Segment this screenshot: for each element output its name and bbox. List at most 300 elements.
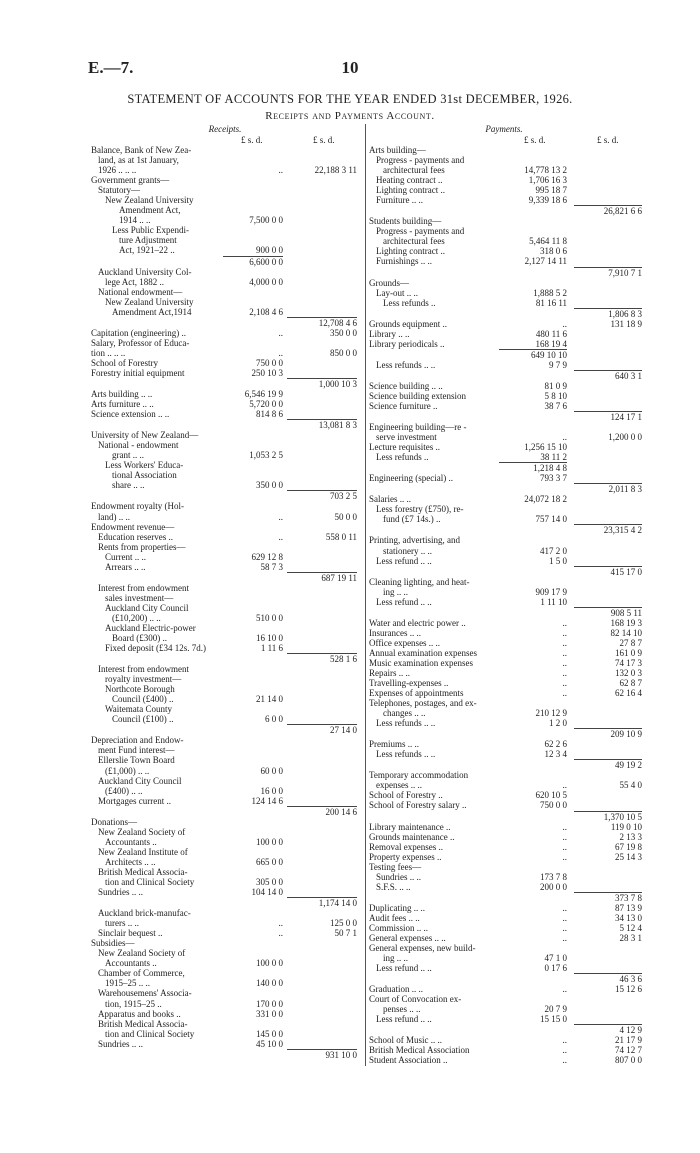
ledger-description: ing .. .. bbox=[383, 586, 409, 597]
ledger-row bbox=[91, 205, 359, 215]
ledger-row bbox=[369, 780, 642, 791]
ledger-row bbox=[91, 704, 359, 714]
subtotal-rule bbox=[91, 1049, 359, 1060]
ledger-row bbox=[369, 1004, 639, 1014]
ledger-row bbox=[91, 297, 359, 307]
ledger-row bbox=[91, 877, 359, 887]
ledger-description: Duplicating .. .. bbox=[369, 902, 425, 913]
ledger-total: 55 4 0 bbox=[619, 780, 642, 791]
ledger-row bbox=[91, 532, 359, 542]
ledger-total: 350 0 0 bbox=[330, 327, 357, 338]
ledger-amount: 5,464 11 8 bbox=[529, 236, 567, 247]
ledger-description: Progress - payments and bbox=[376, 155, 465, 166]
ledger-row bbox=[91, 623, 359, 633]
receipts-currency-header bbox=[91, 135, 359, 145]
ledger-total: 1,200 0 0 bbox=[608, 432, 642, 443]
ledger-amount: 665 0 0 bbox=[256, 856, 283, 867]
ledger-row bbox=[369, 339, 639, 349]
ledger-description: School of Forestry bbox=[91, 357, 158, 368]
ledger-description: Arrears .. .. bbox=[105, 561, 146, 572]
ledger-description: Accountants .. bbox=[105, 958, 157, 969]
ledger-amount: 793 3 7 bbox=[540, 473, 567, 484]
ledger-description: Endowment royalty (Hol- bbox=[91, 501, 184, 512]
ledger-amount: 417 2 0 bbox=[540, 545, 567, 556]
ledger-row bbox=[91, 674, 359, 684]
ledger-description: Forestry initial equipment bbox=[91, 367, 185, 378]
ledger-amount: .. bbox=[562, 984, 567, 995]
ledger-description: School of Music .. .. bbox=[369, 1035, 442, 1046]
ledger-amount: .. bbox=[562, 688, 567, 699]
ledger-description: architectural fees bbox=[383, 165, 445, 176]
ledger-total: 124 17 1 bbox=[610, 412, 642, 423]
ledger-total: 5 12 4 bbox=[619, 922, 642, 933]
ledger-row bbox=[91, 786, 359, 796]
ledger-description: (£1,000) .. .. bbox=[105, 765, 150, 776]
ledger-total: 687 19 11 bbox=[321, 572, 357, 583]
ledger-description: British Medical Associa- bbox=[98, 1018, 188, 1029]
ledger-amount: .. bbox=[562, 432, 567, 443]
ledger-amount: 995 18 7 bbox=[535, 185, 567, 196]
ledger-description: Lay-out .. .. bbox=[376, 287, 418, 298]
subtotal-rule bbox=[91, 419, 359, 430]
ledger-amount: 24,072 18 2 bbox=[524, 494, 567, 505]
ledger-amount: 1,218 4 8 bbox=[533, 463, 567, 474]
ledger-row bbox=[91, 460, 359, 470]
ledger-description: Engineering (special) .. bbox=[369, 473, 453, 484]
ledger-row bbox=[369, 617, 642, 628]
ledger-row bbox=[91, 215, 359, 225]
ledger-total: 373 7 8 bbox=[615, 892, 642, 903]
ledger-row bbox=[91, 1039, 359, 1049]
subtotal-rule bbox=[91, 572, 359, 583]
ledger-description: Endowment revenue— bbox=[91, 521, 175, 532]
ledger-description: Travelling-expenses .. bbox=[369, 678, 449, 689]
ledger-amount: 5 8 10 bbox=[544, 390, 567, 401]
ledger-row bbox=[369, 145, 639, 155]
ledger-row bbox=[369, 329, 639, 339]
ledger-row bbox=[369, 688, 642, 699]
ledger-description: University of New Zealand— bbox=[91, 430, 199, 441]
ledger-amount: .. bbox=[562, 637, 567, 648]
subtotal-rule bbox=[91, 378, 359, 389]
ledger-amount: 6,600 0 0 bbox=[249, 256, 283, 267]
ledger-description: Apparatus and books .. bbox=[98, 1008, 181, 1019]
ledger-description: Temporary accommodation bbox=[369, 770, 469, 781]
ledger-amount: 140 0 0 bbox=[256, 978, 283, 989]
ledger-row bbox=[369, 463, 639, 473]
ledger-total: 22,188 3 11 bbox=[314, 165, 357, 176]
ledger-row bbox=[91, 796, 359, 806]
ledger-amount: 2,127 14 11 bbox=[524, 256, 567, 267]
ledger-amount: 5,720 0 0 bbox=[249, 399, 283, 410]
ledger-row bbox=[91, 847, 359, 857]
ledger-row bbox=[369, 637, 642, 648]
ledger-row bbox=[369, 494, 639, 504]
ledger-amount: 620 10 5 bbox=[535, 790, 567, 801]
ledger-amount: 1 5 0 bbox=[549, 555, 567, 566]
receipts-heading: Receipts. bbox=[208, 124, 242, 134]
ledger-description: Grounds— bbox=[369, 277, 409, 288]
ledger-total: 28 3 1 bbox=[619, 933, 642, 943]
ledger-row bbox=[369, 657, 642, 668]
ledger-row bbox=[369, 185, 639, 195]
ledger-description: Less refund .. .. bbox=[376, 963, 432, 974]
ledger-description: Property expenses .. bbox=[369, 851, 442, 862]
ledger-row bbox=[369, 155, 639, 165]
ledger-row bbox=[91, 338, 359, 348]
ledger-description: Chamber of Commerce, bbox=[98, 968, 185, 979]
ledger-description: National - endowment bbox=[98, 440, 179, 451]
subtotal-rule bbox=[369, 411, 642, 423]
ledger-row bbox=[91, 694, 359, 704]
ledger-description: Less refund .. .. bbox=[376, 555, 432, 566]
page-number: 10 bbox=[341, 58, 359, 77]
ledger-amount: 1 11 10 bbox=[540, 596, 567, 607]
ledger-row bbox=[369, 872, 639, 882]
ledger-row bbox=[91, 766, 359, 776]
ledger-row bbox=[369, 360, 639, 370]
ledger-description: Annual examination expenses bbox=[369, 647, 477, 658]
ledger-amount: 2,108 4 6 bbox=[249, 306, 283, 317]
ledger-row bbox=[369, 770, 639, 780]
ledger-description: Auckland University Col- bbox=[98, 266, 192, 277]
ledger-amount: 750 0 0 bbox=[256, 357, 283, 368]
ledger-amount: 750 0 0 bbox=[540, 800, 567, 811]
ledger-total: 415 17 0 bbox=[610, 566, 642, 577]
subtotal-rule bbox=[369, 759, 642, 771]
ledger-amount: 250 10 3 bbox=[251, 367, 283, 378]
ledger-row bbox=[369, 667, 642, 678]
ledger-amount: 318 0 6 bbox=[540, 246, 567, 257]
payments-currency-header bbox=[369, 135, 639, 145]
ledger-amount: 47 1 0 bbox=[544, 953, 567, 964]
ledger-description: Removal expenses .. bbox=[369, 841, 443, 852]
ledger-description: Sinclair bequest .. bbox=[98, 928, 163, 939]
ledger-amount: .. bbox=[562, 647, 567, 658]
ledger-row bbox=[369, 216, 639, 226]
subtotal-rule bbox=[369, 267, 642, 278]
ledger-row bbox=[369, 963, 639, 973]
ledger-description: Interest from endowment bbox=[98, 582, 189, 593]
ledger-description: grant .. .. bbox=[112, 450, 144, 461]
ledger-row bbox=[91, 918, 359, 928]
ledger-description: Court of Convocation ex- bbox=[369, 994, 462, 1005]
ledger-row bbox=[91, 938, 359, 948]
receipts-column bbox=[91, 124, 359, 1060]
ledger-row bbox=[91, 714, 359, 724]
ledger-amount: .. bbox=[562, 851, 567, 862]
ledger-description: Rents from properties— bbox=[98, 541, 186, 552]
ledger-amount: .. bbox=[562, 780, 567, 791]
ledger-row bbox=[369, 165, 639, 175]
ledger-description: Auckland City Council bbox=[105, 602, 189, 613]
ledger-description: Accountants .. bbox=[105, 836, 157, 847]
ledger-row bbox=[369, 739, 639, 749]
ledger-amount: 9 7 9 bbox=[549, 359, 567, 370]
payments-column bbox=[365, 124, 642, 1066]
ledger-row bbox=[91, 684, 359, 694]
ledger-description: Donations— bbox=[91, 816, 137, 827]
ledger-description: School of Forestry salary .. bbox=[369, 800, 467, 811]
ledger-amount: 6 0 0 bbox=[265, 714, 283, 725]
ledger-total: 13,081 8 3 bbox=[318, 420, 357, 431]
ledger-row bbox=[91, 358, 359, 368]
currency-units: £ s. d. bbox=[241, 135, 263, 145]
ledger-description: Arts building .. .. bbox=[91, 389, 153, 400]
ledger-amount: .. bbox=[562, 841, 567, 852]
ledger-row bbox=[91, 1009, 359, 1019]
ledger-row bbox=[369, 535, 639, 545]
ledger-description: serve investment bbox=[376, 432, 437, 443]
ledger-amount: 6,546 19 9 bbox=[244, 389, 283, 400]
subtotal-rule bbox=[369, 524, 642, 536]
ledger-description: Expenses of appointments bbox=[369, 688, 464, 699]
ledger-row bbox=[369, 381, 639, 391]
ledger-description: Library maintenance .. bbox=[369, 821, 451, 832]
ledger-row bbox=[91, 165, 359, 175]
ledger-row bbox=[91, 155, 359, 165]
ledger-row bbox=[91, 664, 359, 674]
ledger-row bbox=[91, 267, 359, 277]
ledger-description: architectural fees bbox=[383, 236, 445, 247]
ledger-amount: 649 10 10 bbox=[531, 349, 567, 360]
ledger-description: Cleaning lighting, and heat- bbox=[369, 576, 470, 587]
ledger-description: Less Public Expendi- bbox=[112, 225, 189, 236]
ledger-description: penses .. .. bbox=[383, 1004, 421, 1015]
ledger-amount: .. bbox=[562, 922, 567, 933]
ledger-description: Government grants— bbox=[91, 175, 170, 186]
ledger-row bbox=[369, 298, 639, 308]
subtotal-rule bbox=[91, 724, 359, 735]
ledger-total: 1,174 14 0 bbox=[318, 898, 357, 909]
ledger-description: Heating contract .. bbox=[376, 175, 443, 186]
ledger-description: sales investment— bbox=[105, 592, 174, 603]
ledger-description: Current .. .. bbox=[105, 551, 146, 562]
ledger-amount: 145 0 0 bbox=[256, 1028, 283, 1039]
ledger-amount: 62 2 6 bbox=[544, 739, 567, 750]
ledger-row bbox=[91, 643, 359, 653]
ledger-description: land) .. .. bbox=[98, 511, 130, 522]
ledger-amount: .. bbox=[278, 165, 283, 176]
ledger-description: tion and Clinical Society bbox=[105, 877, 195, 887]
ledger-total: 50 7 1 bbox=[334, 928, 357, 939]
ledger-description: land, as at 1st January, bbox=[98, 155, 179, 166]
ledger-row bbox=[369, 790, 639, 800]
ledger-row bbox=[91, 287, 359, 297]
ledger-row bbox=[91, 368, 359, 378]
ledger-total: 46 3 6 bbox=[619, 974, 642, 985]
ledger-row bbox=[369, 922, 642, 933]
ledger-row bbox=[369, 597, 639, 607]
subtotal-rule bbox=[91, 653, 359, 664]
ledger-amount: 16 0 0 bbox=[260, 785, 283, 796]
ledger-amount: .. bbox=[278, 918, 283, 929]
ledger-row bbox=[91, 603, 359, 613]
ledger-description: Testing fees— bbox=[369, 861, 422, 872]
ledger-amount: .. bbox=[562, 667, 567, 678]
ledger-row bbox=[369, 831, 642, 842]
ledger-description: Less refunds .. bbox=[376, 452, 429, 463]
ledger-row bbox=[91, 745, 359, 755]
ledger-description: Grounds maintenance .. bbox=[369, 831, 455, 842]
ledger-row bbox=[369, 708, 639, 718]
ledger-row bbox=[369, 556, 639, 566]
ledger-description: Less forestry (£750), re- bbox=[376, 504, 464, 515]
ledger-description: 1914 .. .. bbox=[119, 215, 151, 226]
ledger-total: 1,000 10 3 bbox=[318, 379, 357, 390]
ledger-amount: 12 3 4 bbox=[544, 749, 567, 760]
ledger-row bbox=[369, 841, 642, 852]
ledger-total: 87 13 9 bbox=[615, 902, 642, 913]
ledger-total: 132 0 3 bbox=[615, 667, 642, 678]
ledger-description: New Zealand Society of bbox=[98, 948, 186, 959]
ledger-row bbox=[369, 432, 642, 443]
ledger-amount: 100 0 0 bbox=[256, 958, 283, 969]
ledger-description: Grounds equipment .. bbox=[369, 318, 447, 329]
ledger-description: Insurances .. .. bbox=[369, 627, 421, 638]
ledger-description: British Medical Association bbox=[369, 1045, 470, 1056]
ledger-amount: .. bbox=[562, 1055, 567, 1066]
subtotal-rule bbox=[369, 892, 642, 903]
ledger-row bbox=[91, 837, 359, 847]
ledger-amount: .. bbox=[278, 511, 283, 522]
ledger-row bbox=[369, 546, 639, 556]
ledger-amount: 629 12 8 bbox=[251, 551, 283, 562]
ledger-amount: 4,000 0 0 bbox=[249, 276, 283, 287]
ledger-description: Warehousemens' Associa- bbox=[98, 988, 192, 999]
ledger-amount: .. bbox=[562, 912, 567, 923]
ledger-total: 74 12 7 bbox=[615, 1045, 642, 1056]
ledger-row bbox=[369, 678, 642, 689]
ledger-row bbox=[369, 627, 642, 638]
ledger-row bbox=[91, 145, 359, 155]
ledger-description: Premiums .. .. bbox=[369, 739, 420, 750]
ledger-row bbox=[369, 442, 639, 452]
ledger-description: turers .. .. bbox=[105, 918, 139, 929]
ledger-row bbox=[91, 552, 359, 562]
ledger-row bbox=[369, 933, 642, 943]
ledger-amount: 0 17 6 bbox=[544, 963, 567, 974]
ledger-row bbox=[369, 473, 639, 483]
ledger-row bbox=[91, 999, 359, 1009]
ledger-amount: 1,888 5 2 bbox=[533, 287, 567, 298]
ledger-description: Engineering building—re - bbox=[369, 422, 467, 433]
ledger-row bbox=[369, 912, 642, 923]
ledger-description: Less refunds .. .. bbox=[376, 749, 436, 760]
ledger-description: Waitemata County bbox=[105, 704, 173, 715]
ledger-description: General expenses, new build- bbox=[369, 943, 476, 954]
ledger-row bbox=[91, 522, 359, 532]
ledger-row bbox=[91, 409, 359, 419]
ledger-description: Science furniture .. bbox=[369, 400, 438, 411]
ledger-row bbox=[91, 277, 359, 287]
ledger-description: Fixed deposit (£34 12s. 7d.) bbox=[105, 643, 206, 654]
ledger-description: Less refunds .. .. bbox=[376, 359, 436, 370]
ledger-row bbox=[91, 470, 359, 480]
ledger-row bbox=[369, 391, 639, 401]
ledger-total: 27 8 7 bbox=[619, 637, 642, 648]
ledger-description: Graduation .. .. bbox=[369, 984, 423, 995]
ledger-description: National endowment— bbox=[98, 286, 183, 297]
ledger-amount: 1 11 6 bbox=[260, 643, 283, 654]
ledger-total: 74 17 3 bbox=[615, 657, 642, 668]
ledger-row bbox=[91, 501, 359, 511]
ledger-row bbox=[369, 1035, 642, 1046]
ledger-amount: 100 0 0 bbox=[256, 836, 283, 847]
ledger-total: 50 0 0 bbox=[334, 511, 357, 522]
ledger-total: 850 0 0 bbox=[330, 347, 357, 358]
ledger-total: 931 10 0 bbox=[325, 1049, 357, 1060]
ledger-row bbox=[91, 593, 359, 603]
ledger-description: Commission .. .. bbox=[369, 922, 429, 933]
account-subtitle: Receipts and Payments Account. bbox=[265, 110, 435, 122]
ledger-description: Library periodicals .. bbox=[369, 338, 445, 349]
ledger-row bbox=[369, 350, 639, 360]
ledger-row bbox=[91, 480, 359, 490]
ledger-description: Furniture .. .. bbox=[376, 195, 423, 206]
ledger-description: tion .. .. .. bbox=[91, 347, 126, 358]
ledger-amount: 331 0 0 bbox=[256, 1008, 283, 1019]
ledger-row bbox=[91, 542, 359, 552]
ledger-description: Less refund .. .. bbox=[376, 1014, 432, 1025]
ledger-row bbox=[91, 978, 359, 988]
ledger-row bbox=[91, 175, 359, 185]
subtotal-rule bbox=[91, 806, 359, 817]
statement-title: STATEMENT OF ACCOUNTS FOR THE YEAR ENDED 31st DECEMBER, 1926. bbox=[127, 92, 573, 106]
ledger-total: 62 16 4 bbox=[615, 688, 642, 699]
ledger-row bbox=[369, 749, 639, 759]
ledger-total: 161 0 9 bbox=[615, 647, 642, 658]
ledger-amount: 45 10 0 bbox=[256, 1038, 283, 1049]
ledger-total: 558 0 11 bbox=[325, 531, 357, 542]
ledger-row bbox=[91, 399, 359, 409]
ledger-row bbox=[91, 928, 359, 938]
ledger-amount: 81 0 9 bbox=[544, 380, 567, 391]
ledger-amount: 58 7 3 bbox=[260, 561, 283, 572]
ledger-description: tional Association bbox=[112, 470, 177, 481]
ledger-row bbox=[369, 984, 642, 995]
ledger-total: 1,370 10 5 bbox=[603, 811, 642, 822]
ledger-amount: 21 14 0 bbox=[256, 694, 283, 705]
ledger-amount: .. bbox=[278, 531, 283, 542]
ledger-row bbox=[91, 887, 359, 897]
ledger-row bbox=[91, 968, 359, 978]
ledger-description: New Zealand University bbox=[105, 296, 194, 307]
ledger-description: Sundries .. .. bbox=[376, 871, 421, 882]
ledger-amount: 350 0 0 bbox=[256, 480, 283, 491]
ledger-amount: 909 17 9 bbox=[535, 586, 567, 597]
ledger-description: Board (£300) .. bbox=[112, 633, 167, 644]
ledger-description: expenses .. .. bbox=[376, 780, 422, 791]
ledger-row bbox=[91, 735, 359, 745]
subtotal-rule bbox=[369, 308, 642, 319]
ledger-row bbox=[369, 504, 639, 514]
ledger-row bbox=[369, 514, 639, 524]
subtotal-rule bbox=[91, 317, 359, 328]
ledger-description: Arts building— bbox=[369, 145, 426, 155]
ledger-amount: .. bbox=[562, 821, 567, 832]
ledger-row bbox=[369, 587, 639, 597]
ledger-amount: 16 10 0 bbox=[256, 633, 283, 644]
ledger-row bbox=[369, 422, 639, 432]
ledger-row bbox=[369, 278, 639, 288]
ledger-description: Education reserves .. bbox=[98, 531, 173, 542]
ledger-row bbox=[91, 348, 359, 358]
ledger-description: Music examination expenses bbox=[369, 657, 473, 668]
ledger-amount: 104 14 0 bbox=[251, 887, 283, 898]
ledger-total: 7,910 7 1 bbox=[608, 267, 642, 278]
ledger-total: 12,708 4 6 bbox=[318, 317, 357, 328]
